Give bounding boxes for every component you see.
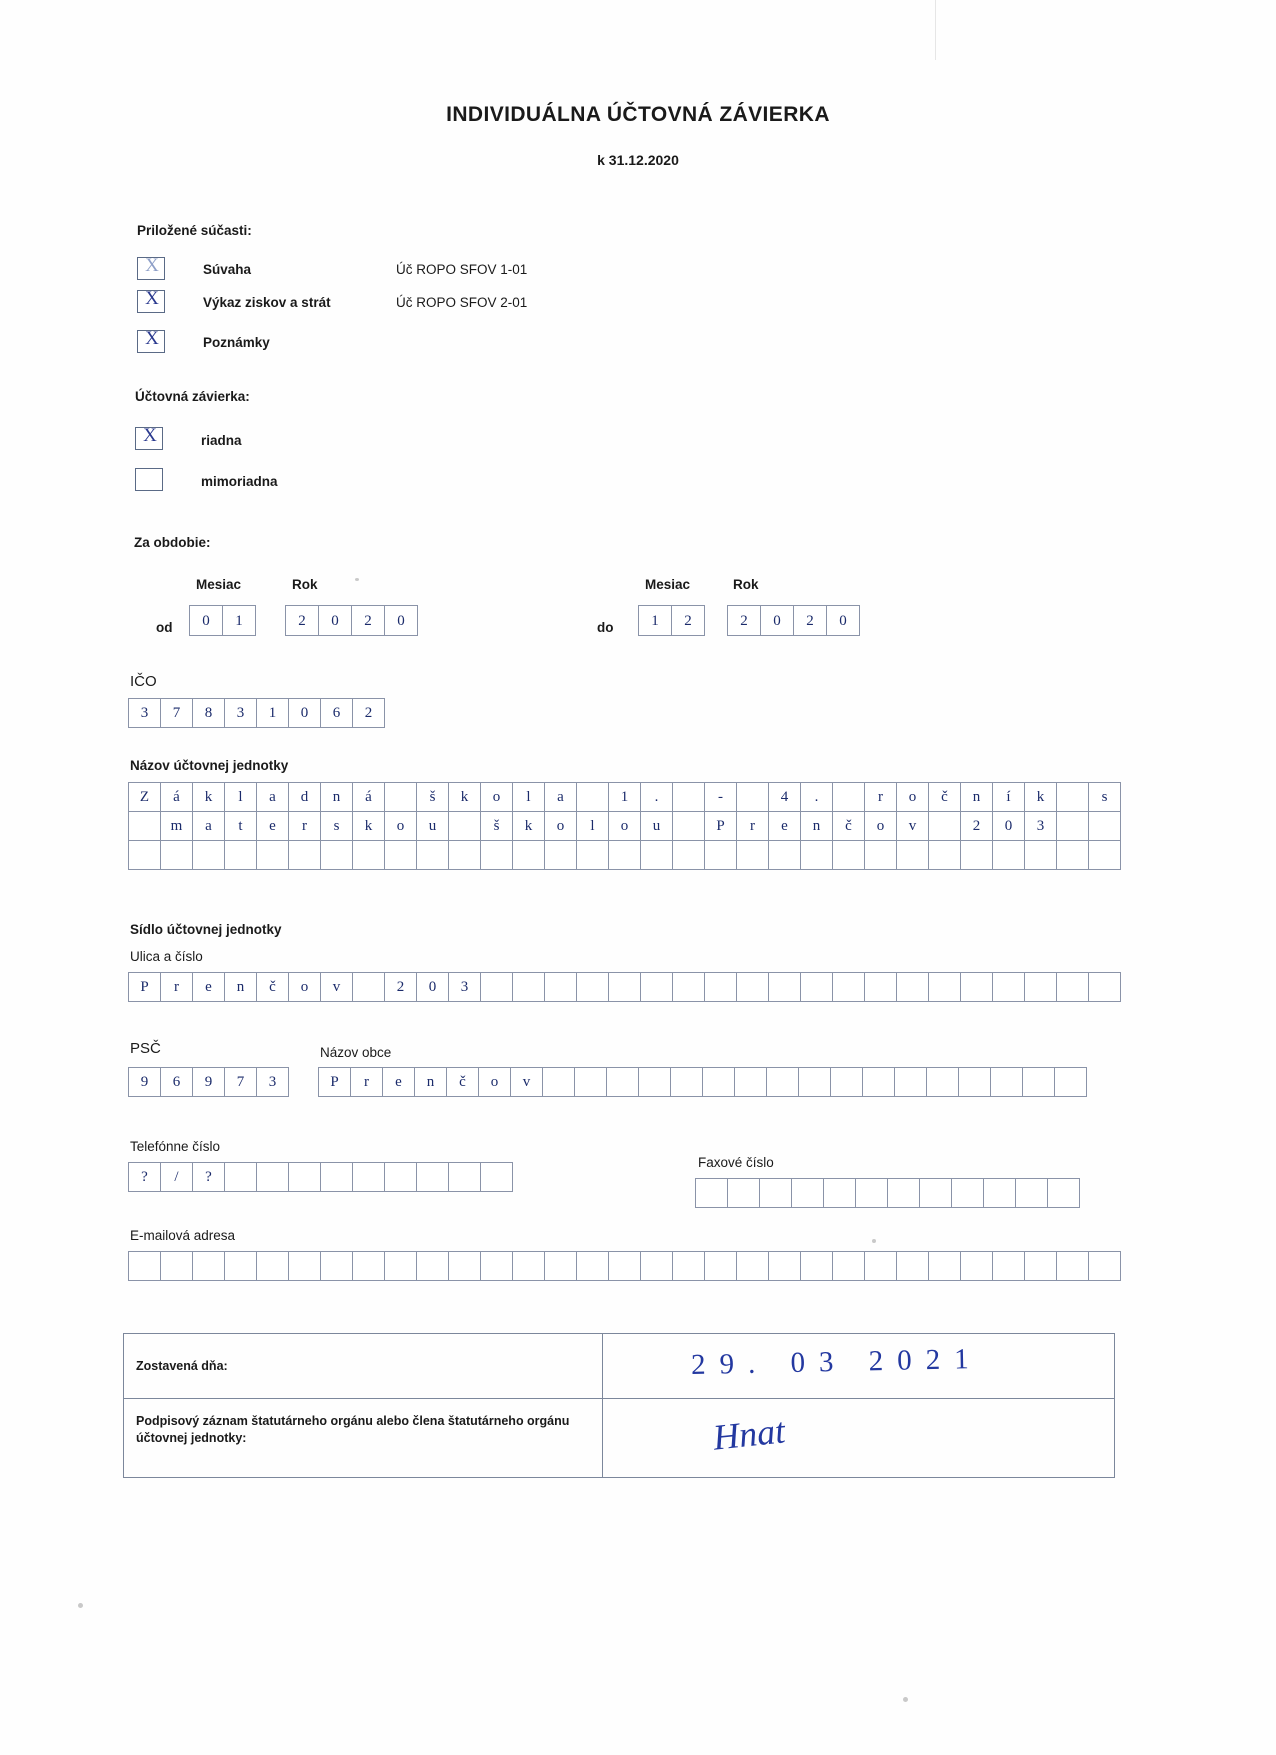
cell[interactable] (990, 1067, 1023, 1097)
cell[interactable]: n (224, 972, 257, 1002)
cell[interactable] (256, 840, 289, 870)
cell[interactable] (672, 840, 705, 870)
cell[interactable] (384, 840, 417, 870)
cell[interactable] (672, 811, 705, 841)
cell[interactable] (512, 840, 545, 870)
cell[interactable] (606, 1067, 639, 1097)
cell[interactable]: 0 (992, 811, 1025, 841)
cell[interactable] (352, 1162, 385, 1192)
cell[interactable] (734, 1067, 767, 1097)
period-to-month-cells[interactable] (638, 605, 704, 636)
cell[interactable] (855, 1178, 888, 1208)
cell[interactable] (512, 972, 545, 1002)
cell[interactable] (1024, 840, 1057, 870)
cell[interactable] (832, 1251, 865, 1281)
cell[interactable]: r (288, 811, 321, 841)
cell[interactable]: k (192, 782, 225, 812)
cell[interactable]: 0 (826, 605, 860, 636)
attachment-form-vykaz: Úč ROPO SFOV 2-01 (396, 295, 528, 310)
cell[interactable]: l (512, 782, 545, 812)
cell[interactable] (672, 1251, 705, 1281)
cell[interactable] (928, 1251, 961, 1281)
cell[interactable]: á (160, 782, 193, 812)
cell[interactable]: u (416, 811, 449, 841)
cell[interactable] (256, 1251, 289, 1281)
cell[interactable] (384, 1251, 417, 1281)
cell[interactable]: í (992, 782, 1025, 812)
cell[interactable]: 6 (160, 1067, 193, 1097)
cell[interactable] (1056, 972, 1089, 1002)
cell[interactable] (384, 1162, 417, 1192)
phone-cells[interactable] (128, 1162, 512, 1192)
cell[interactable]: č (928, 782, 961, 812)
cell[interactable]: s (1088, 782, 1121, 812)
cell[interactable]: P (318, 1067, 351, 1097)
cell[interactable]: e (192, 972, 225, 1002)
table-row (124, 1334, 1114, 1399)
cell[interactable]: m (160, 811, 193, 841)
cell[interactable]: k (448, 782, 481, 812)
cell[interactable] (128, 811, 161, 841)
cell[interactable] (480, 840, 513, 870)
cell[interactable]: P (128, 972, 161, 1002)
cell[interactable]: 9 (128, 1067, 161, 1097)
cell[interactable]: 1 (256, 698, 289, 728)
cell[interactable]: Z (128, 782, 161, 812)
cell[interactable] (832, 782, 865, 812)
cell[interactable]: 2 (384, 972, 417, 1002)
cell[interactable]: o (478, 1067, 511, 1097)
cell[interactable] (542, 1067, 575, 1097)
cell[interactable] (992, 1251, 1025, 1281)
cell[interactable] (832, 972, 865, 1002)
cell[interactable] (864, 840, 897, 870)
cell[interactable] (862, 1067, 895, 1097)
cell[interactable] (695, 1178, 728, 1208)
checkbox-suvaha[interactable] (137, 257, 165, 280)
cell[interactable] (832, 840, 865, 870)
cell[interactable] (544, 972, 577, 1002)
cell[interactable]: 3 (256, 1067, 289, 1097)
cell[interactable] (702, 1067, 735, 1097)
cell[interactable] (576, 1251, 609, 1281)
cell[interactable] (320, 840, 353, 870)
checkbox-riadna-mark: X (143, 425, 157, 446)
cell[interactable] (288, 1162, 321, 1192)
cell[interactable] (352, 840, 385, 870)
cell[interactable]: . (800, 782, 833, 812)
signature-label: Podpisový záznam štatutárneho orgánu alebo člena štatutárneho orgánu účtovnej jednotky: (124, 1399, 603, 1477)
cell[interactable]: r (350, 1067, 383, 1097)
cell[interactable]: 3 (1024, 811, 1057, 841)
compiled-date-value: 29. 03 2021 (690, 1342, 984, 1382)
cell[interactable]: 8 (192, 698, 225, 728)
cell[interactable]: 0 (318, 605, 352, 636)
cell[interactable]: s (320, 811, 353, 841)
period-to-month-label: Mesiac (645, 577, 691, 592)
cell[interactable]: u (640, 811, 673, 841)
cell[interactable] (727, 1178, 760, 1208)
cell[interactable]: e (768, 811, 801, 841)
ico-cells[interactable] (128, 698, 384, 728)
cell[interactable] (919, 1178, 952, 1208)
cell[interactable] (1088, 811, 1121, 841)
cell[interactable]: 7 (160, 698, 193, 728)
cell[interactable] (640, 840, 673, 870)
cell[interactable] (544, 1251, 577, 1281)
cell[interactable]: 0 (189, 605, 223, 636)
cell[interactable] (960, 840, 993, 870)
cell[interactable]: 2 (351, 605, 385, 636)
period-from-label: od (156, 620, 173, 635)
cell[interactable]: k (352, 811, 385, 841)
cell[interactable] (958, 1067, 991, 1097)
cell[interactable] (352, 972, 385, 1002)
cell[interactable] (128, 1251, 161, 1281)
cell[interactable] (864, 972, 897, 1002)
cell[interactable]: v (510, 1067, 543, 1097)
ico-label: IČO (130, 673, 157, 690)
cell[interactable] (951, 1178, 984, 1208)
cell[interactable] (928, 811, 961, 841)
cell[interactable]: č (832, 811, 865, 841)
cell[interactable] (894, 1067, 927, 1097)
cell[interactable]: o (480, 782, 513, 812)
cell[interactable]: 0 (384, 605, 418, 636)
cell[interactable]: t (224, 811, 257, 841)
cell[interactable] (544, 840, 577, 870)
cell[interactable]: 1 (638, 605, 672, 636)
cell[interactable] (928, 972, 961, 1002)
cell[interactable] (1088, 1251, 1121, 1281)
cell[interactable] (736, 972, 769, 1002)
cell[interactable]: č (446, 1067, 479, 1097)
city-cells[interactable] (318, 1067, 1086, 1097)
cell[interactable]: 2 (960, 811, 993, 841)
cell[interactable] (1024, 972, 1057, 1002)
cell[interactable]: v (896, 811, 929, 841)
cell[interactable]: r (160, 972, 193, 1002)
cell[interactable] (448, 840, 481, 870)
cell[interactable] (864, 1251, 897, 1281)
cell[interactable] (574, 1067, 607, 1097)
cell[interactable] (992, 972, 1025, 1002)
cell[interactable]: n (414, 1067, 447, 1097)
cell[interactable]: - (704, 782, 737, 812)
cell[interactable] (576, 972, 609, 1002)
cell[interactable] (1022, 1067, 1055, 1097)
cell[interactable]: č (256, 972, 289, 1002)
cell[interactable]: 1 (222, 605, 256, 636)
cell[interactable]: n (800, 811, 833, 841)
cell[interactable] (887, 1178, 920, 1208)
attachment-label-suvaha: Súvaha (203, 262, 252, 277)
cell[interactable] (288, 840, 321, 870)
cell[interactable] (480, 972, 513, 1002)
statement-type-label-mimoriadna: mimoriadna (201, 474, 278, 489)
cell[interactable]: 3 (448, 972, 481, 1002)
cell[interactable]: v (320, 972, 353, 1002)
cell[interactable] (256, 1162, 289, 1192)
cell[interactable] (192, 1251, 225, 1281)
cell[interactable]: k (1024, 782, 1057, 812)
period-to-year-label: Rok (733, 577, 759, 592)
checkbox-poznamky[interactable] (137, 330, 165, 353)
cell[interactable]: ? (128, 1162, 161, 1192)
cell[interactable]: a (544, 782, 577, 812)
cell[interactable]: r (736, 811, 769, 841)
cell[interactable] (736, 840, 769, 870)
scan-speck (78, 1603, 83, 1608)
cell[interactable]: 2 (285, 605, 319, 636)
cell[interactable]: o (288, 972, 321, 1002)
attachment-label-vykaz: Výkaz ziskov a strát (203, 295, 331, 310)
street-cells[interactable] (128, 972, 1120, 1002)
cell[interactable]: 0 (760, 605, 794, 636)
cell[interactable]: 3 (224, 698, 257, 728)
cell[interactable]: 4 (768, 782, 801, 812)
attachment-form-suvaha: Úč ROPO SFOV 1-01 (396, 262, 528, 277)
cell[interactable] (1056, 840, 1089, 870)
cell[interactable] (704, 1251, 737, 1281)
cell[interactable] (670, 1067, 703, 1097)
cell[interactable]: 2 (671, 605, 705, 636)
cell[interactable]: n (960, 782, 993, 812)
cell[interactable] (384, 782, 417, 812)
cell[interactable] (576, 782, 609, 812)
cell[interactable] (1056, 811, 1089, 841)
period-heading: Za obdobie: (134, 535, 211, 550)
cell[interactable]: ? (192, 1162, 225, 1192)
cell[interactable] (800, 1251, 833, 1281)
cell[interactable]: n (320, 782, 353, 812)
cell[interactable] (128, 840, 161, 870)
cell[interactable] (224, 1251, 257, 1281)
cell[interactable] (448, 1162, 481, 1192)
cell[interactable] (1056, 782, 1089, 812)
checkbox-riadna[interactable] (135, 427, 163, 450)
cell[interactable] (160, 1251, 193, 1281)
cell[interactable] (768, 840, 801, 870)
document-subtitle: k 31.12.2020 (597, 152, 679, 168)
cell[interactable] (416, 840, 449, 870)
cell[interactable] (704, 972, 737, 1002)
attachments-heading: Priložené súčasti: (137, 223, 252, 238)
cell[interactable]: 2 (793, 605, 827, 636)
cell[interactable] (704, 840, 737, 870)
cell[interactable] (608, 972, 641, 1002)
cell[interactable] (288, 1251, 321, 1281)
cell[interactable] (768, 1251, 801, 1281)
scan-artifact (935, 0, 936, 60)
period-to-label: do (597, 620, 614, 635)
cell[interactable] (352, 1251, 385, 1281)
cell[interactable] (983, 1178, 1016, 1208)
cell[interactable] (640, 1251, 673, 1281)
cell[interactable] (896, 972, 929, 1002)
cell[interactable] (672, 782, 705, 812)
table-row (124, 1399, 1114, 1477)
period-from-year-label: Rok (292, 577, 318, 592)
cell[interactable] (480, 1251, 513, 1281)
cell[interactable]: š (416, 782, 449, 812)
cell[interactable]: 6 (320, 698, 353, 728)
cell[interactable] (960, 1251, 993, 1281)
cell[interactable]: o (896, 782, 929, 812)
cell[interactable]: o (384, 811, 417, 841)
cell[interactable] (766, 1067, 799, 1097)
cell[interactable] (791, 1178, 824, 1208)
cell[interactable] (830, 1067, 863, 1097)
cell[interactable] (896, 1251, 929, 1281)
cell[interactable] (576, 840, 609, 870)
scan-speck (355, 578, 359, 581)
cell[interactable]: r (864, 782, 897, 812)
cell[interactable] (736, 782, 769, 812)
fax-cells[interactable] (695, 1178, 1079, 1208)
cell[interactable]: 9 (192, 1067, 225, 1097)
cell[interactable] (896, 840, 929, 870)
cell[interactable] (960, 972, 993, 1002)
period-from-year-cells[interactable] (285, 605, 417, 636)
cell[interactable] (1015, 1178, 1048, 1208)
cell[interactable] (928, 840, 961, 870)
scan-speck (872, 1239, 876, 1243)
cell[interactable]: k (512, 811, 545, 841)
cell[interactable] (800, 972, 833, 1002)
cell[interactable]: e (256, 811, 289, 841)
address-heading: Sídlo účtovnej jednotky (130, 922, 282, 937)
compiled-date-label: Zostavená dňa: (124, 1334, 603, 1398)
scan-speck (903, 1697, 908, 1702)
cell[interactable] (224, 840, 257, 870)
cell[interactable] (1054, 1067, 1087, 1097)
cell[interactable]: . (640, 782, 673, 812)
cell[interactable]: / (160, 1162, 193, 1192)
cell[interactable] (1088, 972, 1121, 1002)
cell[interactable] (638, 1067, 671, 1097)
cell[interactable]: 0 (416, 972, 449, 1002)
cell[interactable]: d (288, 782, 321, 812)
cell[interactable] (672, 972, 705, 1002)
cell[interactable]: o (544, 811, 577, 841)
document-title: INDIVIDUÁLNA ÚČTOVNÁ ZÁVIERKA (446, 103, 830, 126)
cell[interactable] (480, 1162, 513, 1192)
cell[interactable] (823, 1178, 856, 1208)
city-label: Názov obce (320, 1045, 392, 1060)
cell[interactable] (736, 1251, 769, 1281)
statement-type-label-riadna: riadna (201, 433, 242, 448)
cell[interactable] (192, 840, 225, 870)
cell[interactable]: 2 (352, 698, 385, 728)
cell[interactable] (416, 1162, 449, 1192)
cell[interactable] (1047, 1178, 1080, 1208)
email-label: E-mailová adresa (130, 1228, 236, 1243)
cell[interactable]: a (192, 811, 225, 841)
cell[interactable] (640, 972, 673, 1002)
entity-name-label: Názov účtovnej jednotky (130, 758, 289, 773)
checkbox-vykaz-mark: X (145, 288, 159, 309)
attachment-label-poznamky: Poznámky (203, 335, 270, 350)
cell[interactable] (160, 840, 193, 870)
cell[interactable]: 7 (224, 1067, 257, 1097)
cell[interactable]: l (224, 782, 257, 812)
cell[interactable]: e (382, 1067, 415, 1097)
entity-name-line1[interactable] (128, 782, 1120, 812)
fax-label: Faxové číslo (698, 1155, 774, 1170)
cell[interactable]: á (352, 782, 385, 812)
cell[interactable]: š (480, 811, 513, 841)
email-cells[interactable] (128, 1251, 1120, 1281)
phone-label: Telefónne číslo (130, 1139, 221, 1154)
compiled-date-value-cell[interactable] (603, 1334, 1114, 1398)
cell[interactable] (798, 1067, 831, 1097)
signature-value: Hnat (711, 1410, 787, 1458)
cell[interactable] (1024, 1251, 1057, 1281)
cell[interactable]: 0 (288, 698, 321, 728)
period-to-year-cells[interactable] (727, 605, 859, 636)
cell[interactable] (759, 1178, 792, 1208)
cell[interactable] (320, 1162, 353, 1192)
cell[interactable]: 1 (608, 782, 641, 812)
zip-label: PSČ (130, 1040, 161, 1057)
cell[interactable] (224, 1162, 257, 1192)
cell[interactable]: P (704, 811, 737, 841)
checkbox-vykaz[interactable] (137, 290, 165, 313)
statement-type-heading: Účtovná závierka: (135, 389, 250, 404)
checkbox-mimoriadna[interactable] (135, 468, 163, 491)
period-from-month-label: Mesiac (196, 577, 242, 592)
checkbox-suvaha-mark: X (145, 255, 159, 276)
checkbox-poznamky-mark: X (145, 328, 159, 349)
cell[interactable]: l (576, 811, 609, 841)
cell[interactable] (512, 1251, 545, 1281)
cell[interactable] (320, 1251, 353, 1281)
cell[interactable]: 3 (128, 698, 161, 728)
cell[interactable]: o (864, 811, 897, 841)
signature-value-cell[interactable] (603, 1399, 1114, 1477)
entity-name-line2[interactable] (128, 811, 1120, 841)
cell[interactable] (926, 1067, 959, 1097)
cell[interactable] (1056, 1251, 1089, 1281)
cell[interactable] (448, 1251, 481, 1281)
cell[interactable] (416, 1251, 449, 1281)
cell[interactable]: o (608, 811, 641, 841)
cell[interactable]: 2 (727, 605, 761, 636)
cell[interactable] (800, 840, 833, 870)
cell[interactable]: a (256, 782, 289, 812)
entity-name-line3[interactable] (128, 840, 1120, 870)
period-from-month-cells[interactable] (189, 605, 255, 636)
cell[interactable] (1088, 840, 1121, 870)
cell[interactable] (608, 1251, 641, 1281)
cell[interactable] (992, 840, 1025, 870)
street-label: Ulica a číslo (130, 949, 203, 964)
footer-table (123, 1333, 1115, 1478)
cell[interactable] (448, 811, 481, 841)
cell[interactable] (768, 972, 801, 1002)
cell[interactable] (608, 840, 641, 870)
zip-cells[interactable] (128, 1067, 288, 1097)
